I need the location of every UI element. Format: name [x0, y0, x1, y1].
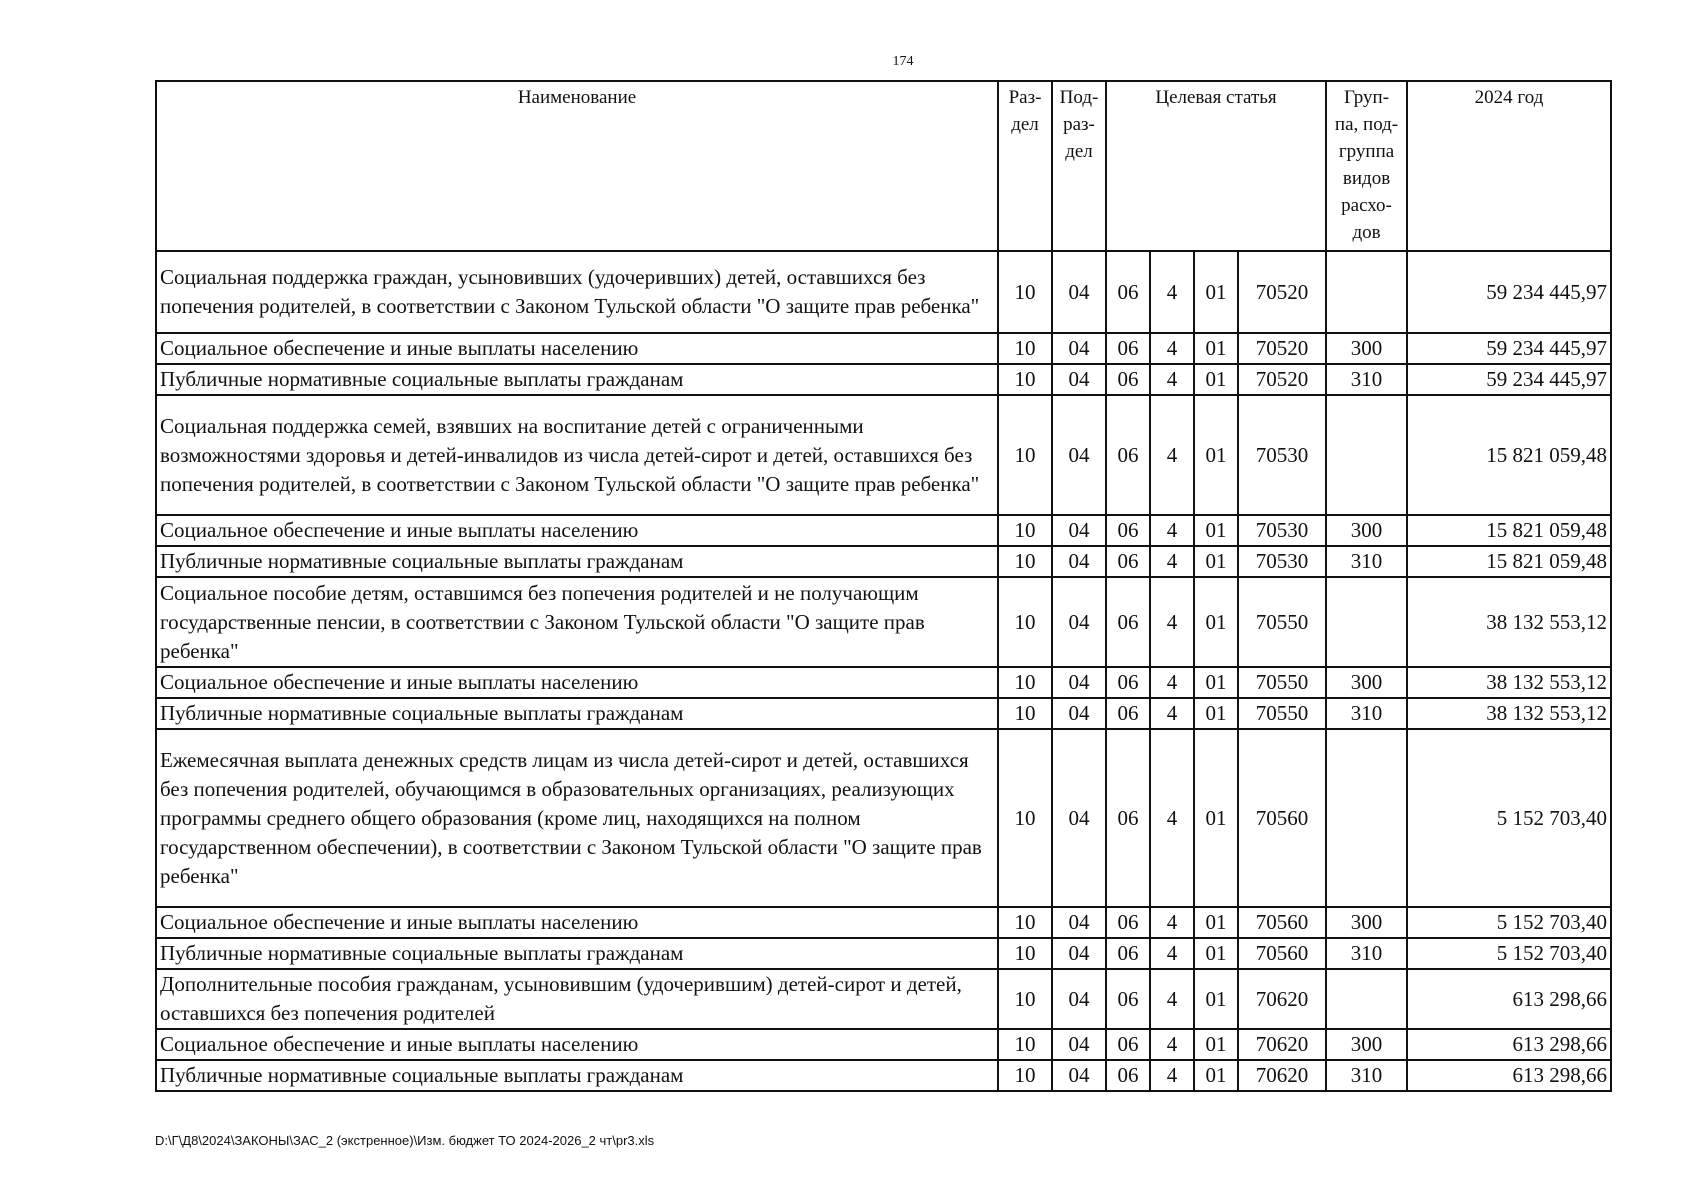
row-target-direction: 70620 [1238, 1029, 1326, 1060]
row-expense-group [1326, 251, 1407, 333]
row-target-subprogram: 01 [1194, 938, 1238, 969]
row-target-program: 06 [1106, 364, 1150, 395]
row-podrazdel: 04 [1052, 515, 1106, 546]
row-expense-group [1326, 729, 1407, 907]
row-amount: 613 298,66 [1407, 1029, 1611, 1060]
row-target-direction: 70560 [1238, 938, 1326, 969]
row-target-subprogram: 01 [1194, 667, 1238, 698]
row-name: Социальное пособие детям, оставшимся без попечения родителей и не получающим государственные пенсии, в соответствии с Законом Тульской области "О защите прав ребенка" [156, 577, 998, 667]
row-name: Публичные нормативные социальные выплаты гражданам [156, 698, 998, 729]
table-row [156, 515, 1611, 546]
row-expense-group [1326, 969, 1407, 1029]
row-expense-group [1326, 577, 1407, 667]
row-expense-group: 310 [1326, 938, 1407, 969]
table-row [156, 1029, 1611, 1060]
row-target-type: 4 [1150, 698, 1194, 729]
row-amount: 15 821 059,48 [1407, 515, 1611, 546]
row-amount: 59 234 445,97 [1407, 333, 1611, 364]
table-row [156, 698, 1611, 729]
row-expense-group: 300 [1326, 1029, 1407, 1060]
row-amount: 38 132 553,12 [1407, 577, 1611, 667]
row-podrazdel: 04 [1052, 333, 1106, 364]
row-amount: 613 298,66 [1407, 969, 1611, 1029]
row-razdel: 10 [998, 1060, 1052, 1091]
row-razdel: 10 [998, 577, 1052, 667]
row-target-type: 4 [1150, 907, 1194, 938]
row-target-direction: 70560 [1238, 907, 1326, 938]
row-target-direction: 70520 [1238, 364, 1326, 395]
row-podrazdel: 04 [1052, 546, 1106, 577]
row-podrazdel: 04 [1052, 395, 1106, 515]
row-name: Публичные нормативные социальные выплаты гражданам [156, 938, 998, 969]
row-amount: 5 152 703,40 [1407, 938, 1611, 969]
footer-file-path: D:\Г\Д8\2024\ЗАКОНЫ\ЗАС_2 (экстренное)\Изм. бюджет ТО 2024-2026_2 чт\pr3.xls [155, 1133, 655, 1148]
row-target-program: 06 [1106, 515, 1150, 546]
row-razdel: 10 [998, 969, 1052, 1029]
row-target-program: 06 [1106, 333, 1150, 364]
table-row [156, 395, 1611, 515]
row-target-direction: 70550 [1238, 667, 1326, 698]
table-row [156, 729, 1611, 907]
row-expense-group: 300 [1326, 667, 1407, 698]
row-target-direction: 70530 [1238, 515, 1326, 546]
row-razdel: 10 [998, 907, 1052, 938]
row-target-direction: 70620 [1238, 1060, 1326, 1091]
row-podrazdel: 04 [1052, 251, 1106, 333]
row-target-subprogram: 01 [1194, 577, 1238, 667]
row-name: Публичные нормативные социальные выплаты гражданам [156, 1060, 998, 1091]
row-expense-group: 310 [1326, 1060, 1407, 1091]
row-target-program: 06 [1106, 1029, 1150, 1060]
row-target-subprogram: 01 [1194, 515, 1238, 546]
page-number: 174 [892, 54, 914, 69]
row-name: Социальное обеспечение и иные выплаты населению [156, 667, 998, 698]
row-target-type: 4 [1150, 729, 1194, 907]
row-target-type: 4 [1150, 515, 1194, 546]
row-target-subprogram: 01 [1194, 969, 1238, 1029]
row-podrazdel: 04 [1052, 364, 1106, 395]
row-target-direction: 70530 [1238, 395, 1326, 515]
row-target-subprogram: 01 [1194, 729, 1238, 907]
row-target-type: 4 [1150, 969, 1194, 1029]
row-amount: 5 152 703,40 [1407, 729, 1611, 907]
row-name: Публичные нормативные социальные выплаты гражданам [156, 546, 998, 577]
budget-table [155, 80, 1612, 1092]
row-amount: 38 132 553,12 [1407, 698, 1611, 729]
header-target: Целевая статья [1106, 81, 1326, 251]
row-amount: 613 298,66 [1407, 1060, 1611, 1091]
row-target-direction: 70550 [1238, 698, 1326, 729]
table-row [156, 251, 1611, 333]
table-row [156, 667, 1611, 698]
row-target-direction: 70620 [1238, 969, 1326, 1029]
table-header-row [156, 81, 1611, 251]
row-name: Социальное обеспечение и иные выплаты населению [156, 333, 998, 364]
row-target-type: 4 [1150, 546, 1194, 577]
header-podrazdel: Под- раз- дел [1052, 81, 1106, 251]
row-amount: 38 132 553,12 [1407, 667, 1611, 698]
row-expense-group [1326, 395, 1407, 515]
row-target-subprogram: 01 [1194, 395, 1238, 515]
row-podrazdel: 04 [1052, 729, 1106, 907]
row-razdel: 10 [998, 729, 1052, 907]
header-year: 2024 год [1407, 81, 1611, 251]
row-name: Дополнительные пособия гражданам, усыновившим (удочерившим) детей-сирот и детей, оставшихся без попечения родителей [156, 969, 998, 1029]
row-target-program: 06 [1106, 577, 1150, 667]
row-expense-group: 310 [1326, 698, 1407, 729]
row-podrazdel: 04 [1052, 1060, 1106, 1091]
table-row [156, 333, 1611, 364]
row-razdel: 10 [998, 333, 1052, 364]
row-razdel: 10 [998, 515, 1052, 546]
row-target-subprogram: 01 [1194, 364, 1238, 395]
row-target-program: 06 [1106, 667, 1150, 698]
row-razdel: 10 [998, 667, 1052, 698]
row-name: Социальное обеспечение и иные выплаты населению [156, 515, 998, 546]
row-expense-group: 300 [1326, 333, 1407, 364]
row-podrazdel: 04 [1052, 1029, 1106, 1060]
row-razdel: 10 [998, 1029, 1052, 1060]
row-podrazdel: 04 [1052, 667, 1106, 698]
row-target-type: 4 [1150, 667, 1194, 698]
row-razdel: 10 [998, 546, 1052, 577]
table-row [156, 577, 1611, 667]
row-name: Ежемесячная выплата денежных средств лицам из числа детей-сирот и детей, оставшихся без попечения родителей, обучающимся в образовательных организациях, реализующих программы среднего общего образования (кроме лиц, находящихся на полном государственном обеспечении), в соответствии с Законом Тульской области "О защите прав ребенка" [156, 729, 998, 907]
row-podrazdel: 04 [1052, 969, 1106, 1029]
row-amount: 15 821 059,48 [1407, 395, 1611, 515]
row-target-type: 4 [1150, 333, 1194, 364]
header-razdel: Раз- дел [998, 81, 1052, 251]
row-name: Социальная поддержка граждан, усыновивших (удочеривших) детей, оставшихся без попечения родителей, в соответствии с Законом Тульской области "О защите прав ребенка" [156, 251, 998, 333]
row-target-subprogram: 01 [1194, 907, 1238, 938]
row-target-program: 06 [1106, 907, 1150, 938]
table-row [156, 969, 1611, 1029]
row-amount: 59 234 445,97 [1407, 251, 1611, 333]
row-target-program: 06 [1106, 938, 1150, 969]
row-target-subprogram: 01 [1194, 1029, 1238, 1060]
row-target-subprogram: 01 [1194, 1060, 1238, 1091]
row-expense-group: 310 [1326, 364, 1407, 395]
row-expense-group: 310 [1326, 546, 1407, 577]
row-target-program: 06 [1106, 698, 1150, 729]
row-podrazdel: 04 [1052, 907, 1106, 938]
row-target-program: 06 [1106, 251, 1150, 333]
row-target-program: 06 [1106, 729, 1150, 907]
row-razdel: 10 [998, 938, 1052, 969]
row-target-subprogram: 01 [1194, 698, 1238, 729]
row-target-program: 06 [1106, 395, 1150, 515]
row-target-type: 4 [1150, 1060, 1194, 1091]
table-row [156, 907, 1611, 938]
row-target-direction: 70520 [1238, 251, 1326, 333]
row-target-program: 06 [1106, 1060, 1150, 1091]
row-target-direction: 70530 [1238, 546, 1326, 577]
row-target-type: 4 [1150, 395, 1194, 515]
row-amount: 15 821 059,48 [1407, 546, 1611, 577]
row-target-direction: 70520 [1238, 333, 1326, 364]
row-amount: 5 152 703,40 [1407, 907, 1611, 938]
row-target-program: 06 [1106, 969, 1150, 1029]
table-row [156, 546, 1611, 577]
row-target-type: 4 [1150, 1029, 1194, 1060]
row-name: Публичные нормативные социальные выплаты гражданам [156, 364, 998, 395]
row-name: Социальное обеспечение и иные выплаты населению [156, 1029, 998, 1060]
row-amount: 59 234 445,97 [1407, 364, 1611, 395]
row-razdel: 10 [998, 251, 1052, 333]
row-podrazdel: 04 [1052, 577, 1106, 667]
row-target-type: 4 [1150, 364, 1194, 395]
row-expense-group: 300 [1326, 515, 1407, 546]
row-target-type: 4 [1150, 251, 1194, 333]
row-razdel: 10 [998, 698, 1052, 729]
table-row [156, 364, 1611, 395]
table-row [156, 1060, 1611, 1091]
header-name: Наименование [156, 81, 998, 251]
table-body [156, 251, 1611, 1091]
row-target-subprogram: 01 [1194, 333, 1238, 364]
row-target-type: 4 [1150, 938, 1194, 969]
row-razdel: 10 [998, 395, 1052, 515]
row-target-subprogram: 01 [1194, 251, 1238, 333]
row-name: Социальное обеспечение и иные выплаты населению [156, 907, 998, 938]
row-name: Социальная поддержка семей, взявших на воспитание детей с ограниченными возможностями здоровья и детей-инвалидов из числа детей-сирот и детей, оставшихся без попечения родителей, в соответствии с Законом Тульской области "О защите прав ребенка" [156, 395, 998, 515]
header-group: Груп- па, под- группа видов расхо- дов [1326, 81, 1407, 251]
row-target-type: 4 [1150, 577, 1194, 667]
row-expense-group: 300 [1326, 907, 1407, 938]
row-target-subprogram: 01 [1194, 546, 1238, 577]
row-target-direction: 70560 [1238, 729, 1326, 907]
row-podrazdel: 04 [1052, 938, 1106, 969]
row-target-program: 06 [1106, 546, 1150, 577]
row-razdel: 10 [998, 364, 1052, 395]
row-target-direction: 70550 [1238, 577, 1326, 667]
row-podrazdel: 04 [1052, 698, 1106, 729]
table-row [156, 938, 1611, 969]
